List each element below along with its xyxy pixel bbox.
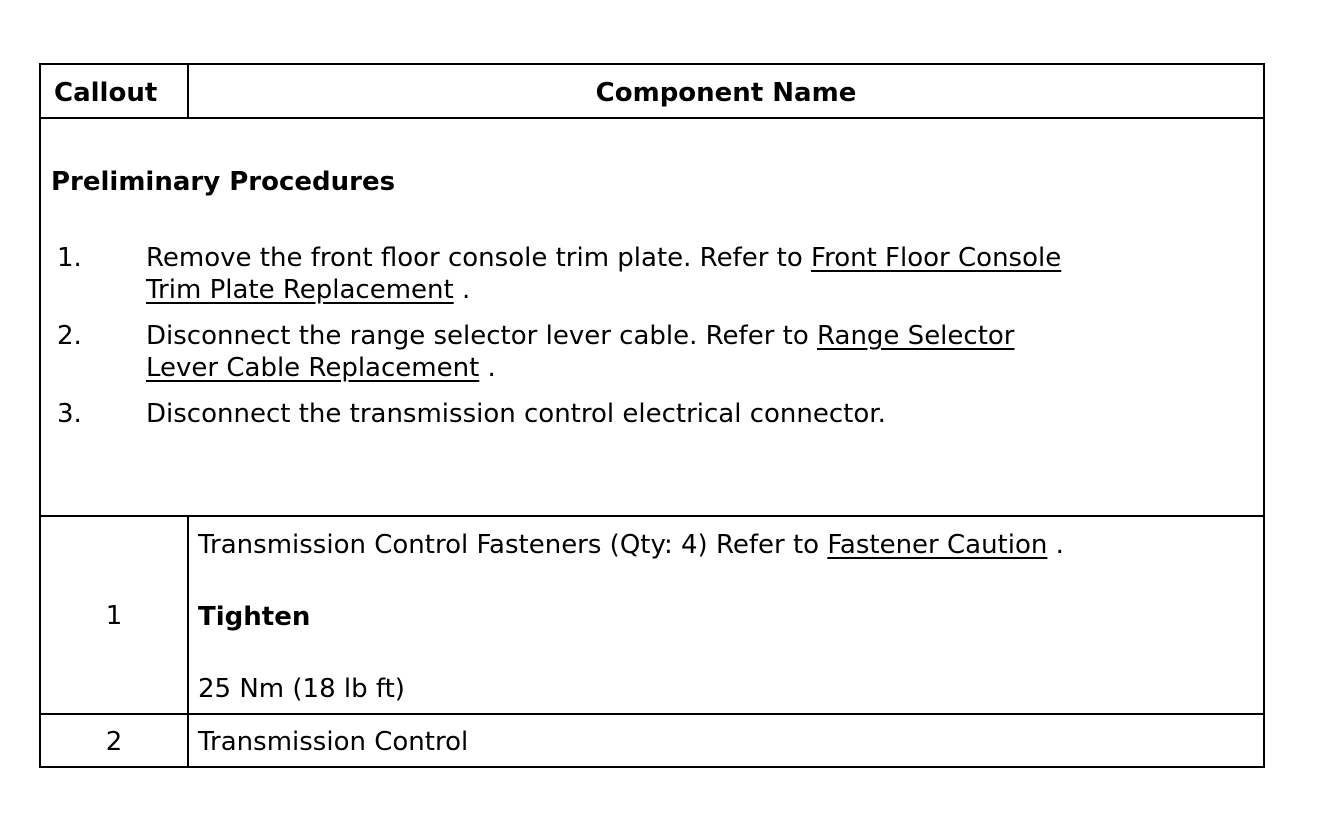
header-divider [41, 117, 1263, 119]
front-floor-console-trim-plate-link-line1[interactable]: Front Floor Console [811, 243, 1062, 273]
rows-column-divider [187, 515, 189, 766]
torque-spec: 25 Nm (18 lb ft) [198, 674, 405, 704]
component-description: Transmission Control Fasteners (Qty: 4) Refer to Fastener Caution . [198, 530, 1064, 560]
step-number: 1. [57, 243, 82, 273]
callout-number: 2 [105, 727, 123, 757]
step-number: 3. [57, 399, 82, 429]
header-callout: Callout [54, 78, 158, 108]
component-description: Transmission Control [198, 727, 469, 757]
header-component-name: Component Name [595, 78, 857, 108]
callout-number: 1 [105, 601, 123, 631]
prelim-divider [41, 515, 1263, 517]
preliminary-procedures-title: Preliminary Procedures [51, 167, 396, 197]
step-number: 2. [57, 321, 82, 351]
component-table [39, 63, 1265, 768]
range-selector-lever-cable-link-line1[interactable]: Range Selector [817, 321, 1015, 351]
step-text: Remove the front floor console trim plate. Refer to Front Floor Console Trim Plate Replacement . [146, 243, 1062, 305]
step-text: Disconnect the transmission control electrical connector. [146, 399, 886, 429]
front-floor-console-trim-plate-link-line2[interactable]: Trim Plate Replacement [146, 275, 454, 305]
tighten-label: Tighten [198, 602, 311, 632]
row-divider [41, 713, 1263, 715]
range-selector-lever-cable-link-line2[interactable]: Lever Cable Replacement [146, 353, 480, 383]
step-text: Disconnect the range selector lever cable. Refer to Range Selector Lever Cable Replacement . [146, 321, 1015, 383]
fastener-caution-link[interactable]: Fastener Caution [827, 530, 1048, 560]
